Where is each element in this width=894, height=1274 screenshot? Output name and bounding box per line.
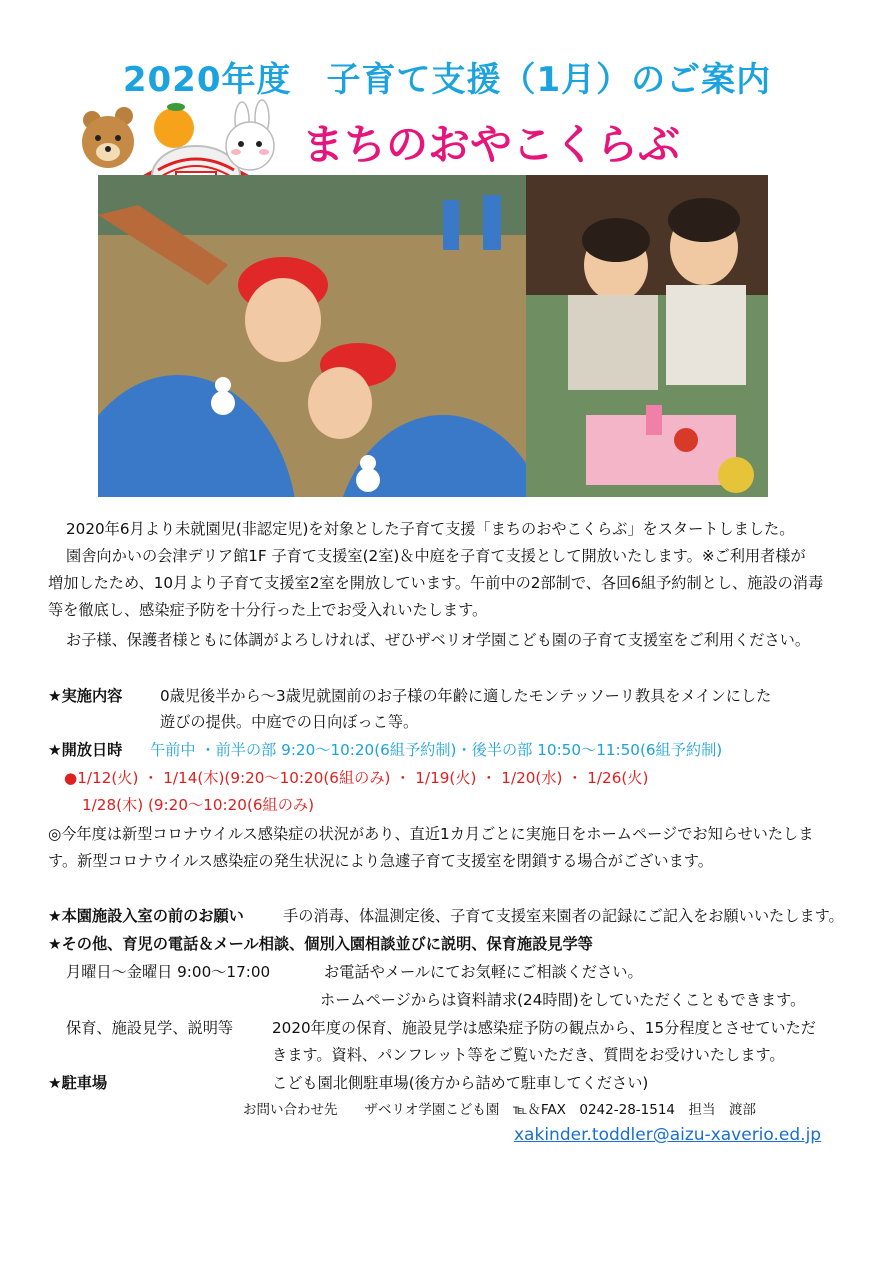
intro-line-5: お子様、保護者様ともに体調がよろしければ、ぜひザベリオ学園こども園の子育て支援室をご利用ください。 xyxy=(66,631,811,649)
contact-email-link[interactable]: xakinder.toddler@aizu-xaverio.ed.jp xyxy=(514,1125,822,1145)
request-label: ★本園施設入室の前のお願い xyxy=(48,907,244,925)
schedule-notice-2: す。新型コロナウイルス感染症の発生状況により急遽子育て支援室を閉鎖する場合がございます。 xyxy=(48,852,713,870)
parking-text: こども園北側駐車場(後方から詰めて駐車してください) xyxy=(272,1074,649,1092)
tour-text-2: きます。資料、パンフレット等をご覧いただき、質問をお受けいたします。 xyxy=(272,1046,785,1064)
hours-label: 月曜日～金曜日 9:00～17:00 xyxy=(66,963,271,981)
photo-children-playground xyxy=(98,175,526,497)
schedule-times: 午前中 ・前半の部 9:20～10:20(6組予約制)・後半の部 10:50～11:50(6組予約制) xyxy=(150,741,723,759)
content-line-2: 遊びの提供。中庭での日向ぼっこ等。 xyxy=(160,713,419,731)
rabbit-icon xyxy=(226,100,274,170)
intro-line-4: 等を徹底し、感染症予防を十分行った上でお受入れいたします。 xyxy=(48,601,488,619)
contact-info: お問い合わせ先 ザベリオ学園こども園 ℡＆FAX 0242-28-1514 担当 渡部 xyxy=(243,1102,757,1118)
intro-line-1: 2020年6月より未就園児(非認定児)を対象とした子育て支援「まちのおやこくらぶ」をスタートしました。 xyxy=(66,520,795,538)
bear-icon xyxy=(82,107,134,168)
other-label: ★その他、育児の電話＆メール相談、個別入園相談並びに説明、保育施設見学等 xyxy=(48,935,593,953)
request-text: 手の消毒、体温測定後、子育て支援室来園者の記録にご記入をお願いいたします。 xyxy=(283,907,844,925)
content-label: ★実施内容 xyxy=(48,687,123,705)
schedule-label: ★開放日時 xyxy=(48,741,123,759)
page-subtitle: まちのおやこくらぶ xyxy=(302,120,681,169)
intro-line-3: 増加したため、10月より子育て支援室2室を開放しています。午前中の2部制で、各回6組予約制とし、施設の消毒 xyxy=(48,574,824,592)
schedule-dates-1 xyxy=(64,765,648,792)
intro-line-2: 園舎向かいの会津デリア館1F 子育て支援室(2室)＆中庭を子育て支援として開放いたします。※ご利用者様が xyxy=(66,547,806,565)
schedule-notice-1: ◎今年度は新型コロナウイルス感染症の状況があり、直近1カ月ごとに実施日をホームページでお知らせいたしま xyxy=(48,825,814,843)
hours-text: お電話やメールにてお気軽にご相談ください。 xyxy=(324,963,643,981)
photo-children-playroom xyxy=(526,175,768,497)
dates-line-1: 1/12(火) ・ 1/14(木)(9:20～10:20(6組のみ) ・ 1/19(火) ・ 1/20(水) ・ 1/26(火) xyxy=(77,769,649,787)
parking-label: ★駐車場 xyxy=(48,1074,108,1092)
schedule-dates-2: 1/28(木) (9:20～10:20(6組のみ) xyxy=(82,796,315,814)
page-title: 2020年度 子育て支援（1月）のご案内 xyxy=(122,60,772,100)
hours-text-2: ホームページからは資料請求(24時間)をしていただくこともできます。 xyxy=(320,991,806,1009)
mandarin-icon xyxy=(154,103,194,148)
date-bullet-icon: ● xyxy=(64,769,78,787)
content-line-1: 0歳児後半から～3歳児就園前のお子様の年齢に適したモンテッソーリ教具をメインにした xyxy=(160,687,772,705)
tour-label: 保育、施設見学、説明等 xyxy=(66,1019,234,1037)
tour-text-1: 2020年度の保育、施設見学は感染症予防の観点から、15分程度とさせていただ xyxy=(272,1019,816,1037)
